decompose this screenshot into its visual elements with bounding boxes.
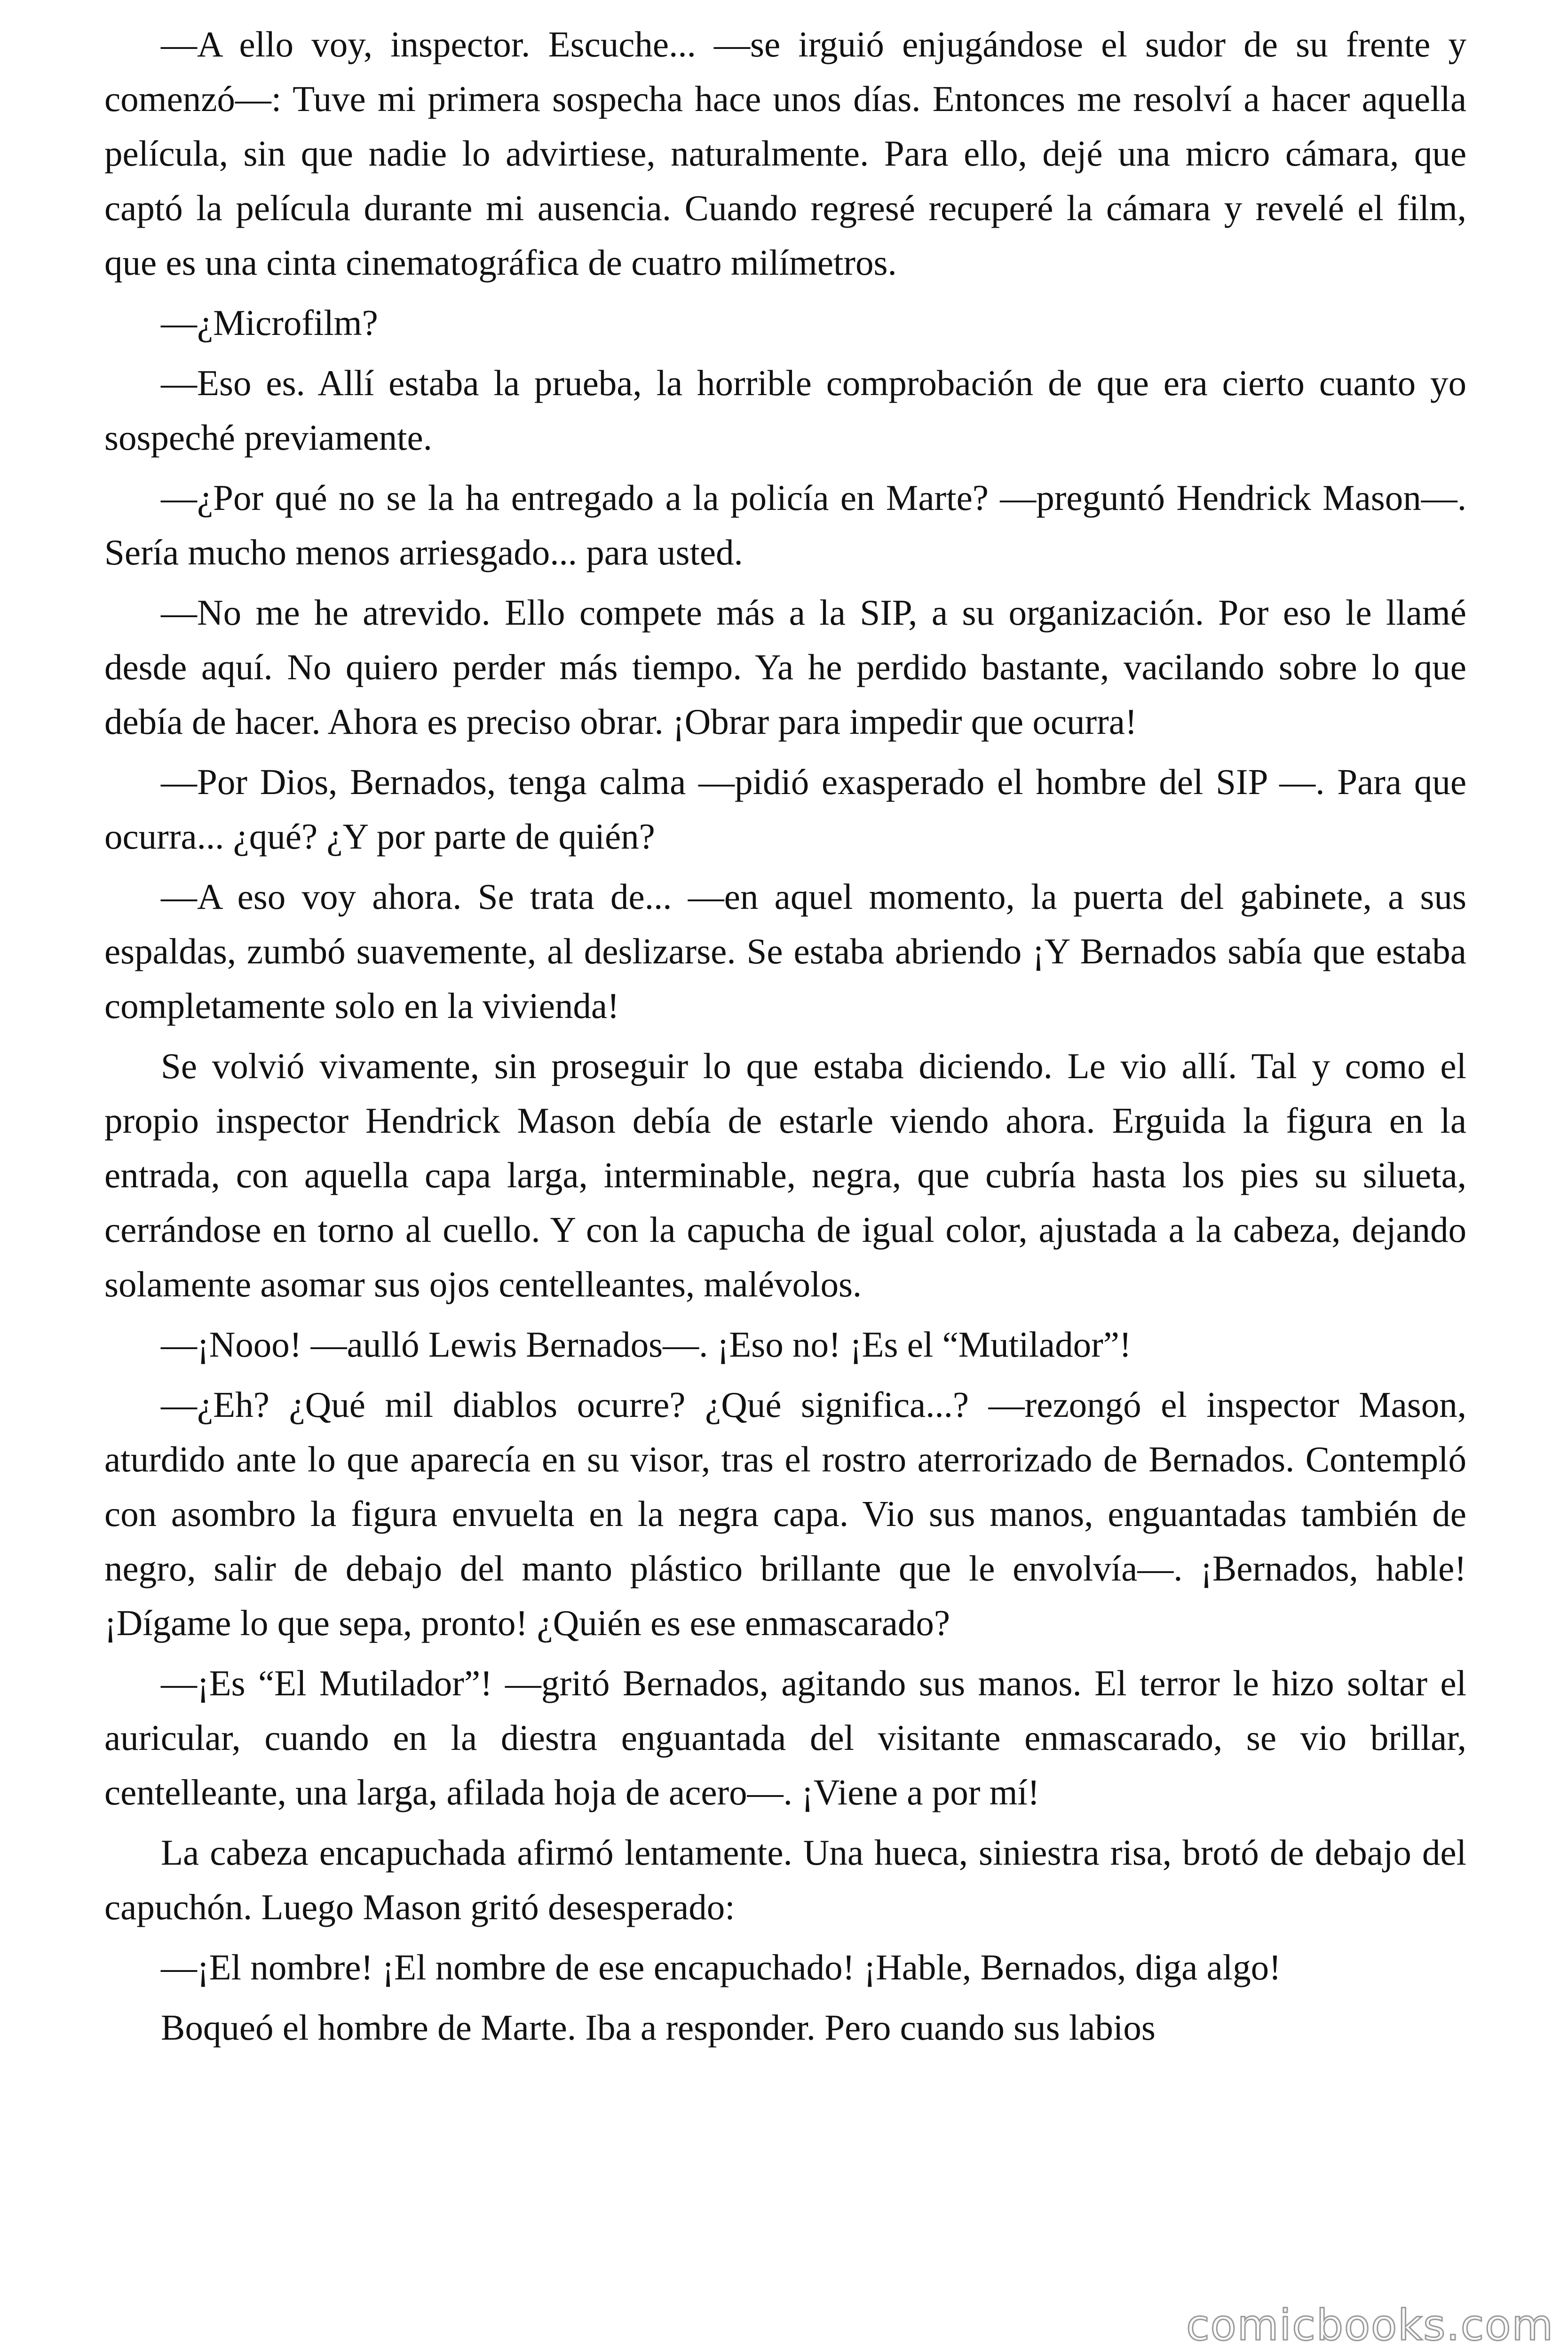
paragraph: —Por Dios, Bernados, tenga calma —pidió exasperado el hombre del SIP —. Para que ocurra... ¿qué? ¿Y por parte de quién? xyxy=(104,762,1466,857)
paragraph: Se volvió vivamente, sin proseguir lo que estaba diciendo. Le vio allí. Tal y como el propio inspector Hendrick Mason debía de estarle viendo ahora. Erguida la figura en la entrada, con aquella capa larga, interminable, negra, que cubría hasta los pies su silueta, cerrándose en torno al cuello. Y con la capucha de igual color, ajustada a la cabeza, dejando solamente asomar sus ojos centelleantes, malévolos. xyxy=(104,1046,1466,1304)
paragraph: —¡Nooo! —aulló Lewis Bernados—. ¡Eso no! ¡Es el “Mutilador”! xyxy=(161,1324,1132,1365)
paragraph: —¡Es “El Mutilador”! —gritó Bernados, agitando sus manos. El terror le hizo soltar el auricular, cuando en la diestra enguantada del visitante enmascarado, se vio brillar, centelleante, una larga, afilada hoja de acero—. ¡Viene a por mí! xyxy=(104,1663,1466,1812)
paragraph: —Eso es. Allí estaba la prueba, la horrible comprobación de que era cierto cuanto yo sospeché previamente. xyxy=(104,363,1466,458)
watermark-logo: comicbooks.com xyxy=(1186,2301,1554,2350)
paragraph: —No me he atrevido. Ello compete más a la SIP, a su organización. Por eso le llamé desde aquí. No quiero perder más tiempo. Ya he perdido bastante, vacilando sobre lo que debía de hacer. Ahora es preciso obrar. ¡Obrar para impedir que ocurra! xyxy=(104,592,1466,742)
paragraph: —A eso voy ahora. Se trata de... —en aquel momento, la puerta del gabinete, a sus espaldas, zumbó suavemente, al deslizarse. Se estaba abriendo ¡Y Bernados sabía que estaba completamente solo en la vivienda! xyxy=(104,876,1466,1026)
paragraph: —A ello voy, inspector. Escuche... —se irguió enjugándose el sudor de su frente y comenzó—: Tuve mi primera sospecha hace unos días. Entonces me resolví a hacer aquella película, sin que nadie lo advirtiese, naturalmente. Para ello, dejé una micro cámara, que captó la película durante mi ausencia. Cuando regresé recuperé la cámara y revelé el film, que es una cinta cinematográfica de cuatro milímetros. xyxy=(104,24,1466,283)
paragraph: —¿Por qué no se la ha entregado a la policía en Marte? —preguntó Hendrick Mason—. Sería mucho menos arriesgado... para usted. xyxy=(104,477,1466,572)
paragraph: —¿Eh? ¿Qué mil diablos ocurre? ¿Qué significa...? —rezongó el inspector Mason, aturdido ante lo que aparecía en su visor, tras el rostro aterrorizado de Bernados. Contempló con asombro la figura envuelta en la negra capa. Vio sus manos, enguantadas también de negro, salir de debajo del manto plástico brillante que le envolvía—. ¡Bernados, hable! ¡Dígame lo que sepa, pronto! ¿Quién es ese enmascarado? xyxy=(104,1384,1466,1643)
paragraph: La cabeza encapuchada afirmó lentamente. Una hueca, siniestra risa, brotó de debajo del capuchón. Luego Mason gritó desesperado: xyxy=(104,1832,1466,1927)
paragraph: —¡El nombre! ¡El nombre de ese encapuchado! ¡Hable, Bernados, diga algo! xyxy=(161,1947,1281,1987)
paragraph: —¿Microfilm? xyxy=(161,302,378,343)
paragraph: Boqueó el hombre de Marte. Iba a responder. Pero cuando sus labios xyxy=(161,2007,1156,2048)
book-page xyxy=(104,17,1466,2060)
